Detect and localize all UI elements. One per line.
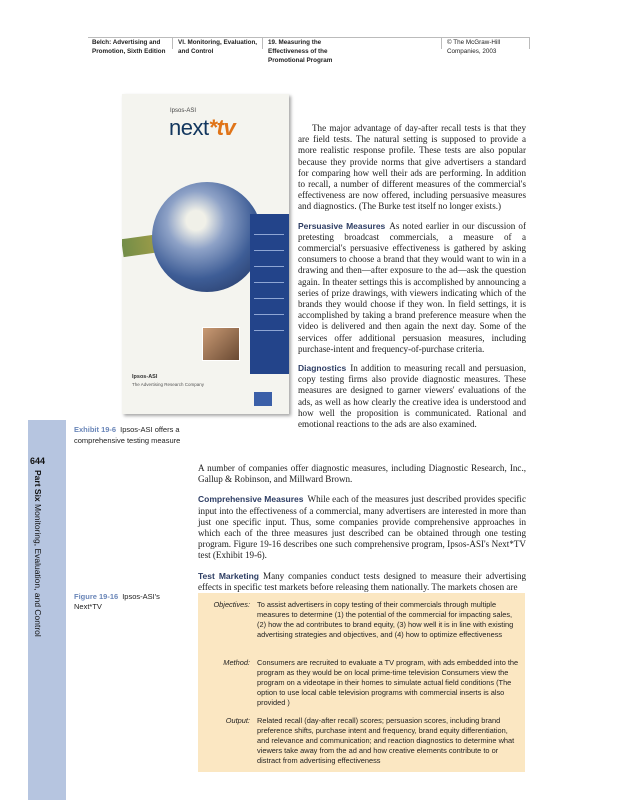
persuasive-text: As noted earlier in our discussion of pretesting broadcast commercials, a measure of a commercial's persuasive effectiveness is gathered by asking consumers to choose a brand that they would want to win in a drawing and then—after exposure to the ad—ask the question again. In theater settings this is accomplished by announcing a series of prize drawings, with viewers indicating which of the brands they would choose if they won. In field settings, it is accomplished by taking a brand preference measure when the video is delivered and then again the next day. Some of the services offer additional persuasion measures, including purchase-intent and frequency-of-purchase criteria.	[298, 220, 526, 354]
header-divider	[262, 37, 263, 49]
header-book-title: Belch: Advertising and Promotion, Sixth Edition	[92, 39, 166, 55]
diagnostics-heading: Diagnostics	[298, 363, 347, 374]
diagnostics-text: In addition to measuring recall and persuasion, copy testing firms also provide diagnostic measures. These measures are designed to garner viewers' evaluations of the ads, as well as how clearly the creative idea is understood and how well the proposition is communicated. Rational and emotional reactions to the ads are also examined.	[298, 363, 526, 430]
header-chapter: 19. Measuring the Effectiveness of the Promotional Program	[268, 39, 333, 64]
panel-line	[254, 314, 284, 315]
comprehensive-paragraph	[198, 494, 526, 561]
logo-tv: tv	[216, 115, 236, 140]
exhibit-footer-sub: The Advertising Research Company	[132, 382, 205, 387]
comprehensive-heading: Comprehensive Measures	[198, 494, 304, 505]
header-part: VI. Monitoring, Evaluation, and Control	[178, 39, 258, 55]
logo-next: next	[169, 115, 209, 140]
body-column-right	[298, 123, 526, 430]
persuasive-heading: Persuasive Measures	[298, 220, 386, 231]
header-divider	[529, 37, 530, 49]
panel-line	[254, 266, 284, 267]
diagnostics-continued: A number of companies offer diagnostic measures, including Diagnostic Research, Inc., Gallup & Robinson, and Millward Brown.	[198, 463, 526, 485]
test-marketing-text: Many companies conduct tests designed to measure their advertising effects in specific test markets before releasing them nationally. The markets chosen are	[198, 570, 526, 592]
panel-line	[254, 282, 284, 283]
diagnostics-paragraph	[298, 363, 526, 430]
comprehensive-text: While each of the measures just described provides specific input into the effectiveness of a commercial, many advertisers are interested in more than just one specific input. Thus, some companies provide comprehensive approaches in which each of the three measures just described can be obtained through one testing program. Figure 19-16 describes one such comprehensive program, Ipsos-ASI's Next*TV test (Exhibit 19-6).	[198, 494, 526, 561]
exhibit-caption-text: Ipsos-ASI offers a comprehensive testing measure	[74, 425, 181, 445]
exhibit-label: Exhibit 19-6	[74, 425, 117, 434]
persuasive-paragraph	[298, 221, 526, 355]
exhibit-side-panel	[250, 214, 289, 374]
page-number: 644	[30, 456, 46, 466]
exhibit-caption	[74, 425, 184, 446]
exhibit-logo-mark	[254, 392, 272, 406]
figure-row-text: To assist advertisers in copy testing of their commercials through multiple measures to determine (1) the potential of the commercial for impacting sales, (2) how the ad contributes to brand equity, (3) how well it is in line with existing advertising strategies and objectives, and (4) how to optimize effectiveness	[257, 600, 514, 639]
panel-line	[254, 298, 284, 299]
exhibit-photo	[202, 327, 240, 361]
header-divider	[172, 37, 173, 49]
figure-box	[198, 593, 525, 772]
header-divider	[441, 37, 442, 49]
figure-row-label: Method:	[223, 658, 250, 667]
part-number: Part Six	[33, 470, 43, 502]
test-marketing-heading: Test Marketing	[198, 570, 259, 581]
exhibit-globe-graphic	[152, 182, 262, 292]
panel-line	[254, 250, 284, 251]
figure-caption	[74, 592, 189, 612]
panel-line	[254, 234, 284, 235]
header-copyright: © The McGraw-Hill Companies, 2003	[447, 39, 501, 55]
figure-row-text: Related recall (day-after recall) scores; persuasion scores, including brand preference shifts, purchase intent and frequency, brand equity differentiation, and relevance and communication; and reaction diagnostics to determine what viewers take away from the ad and how creative elements contribute to or distract from advertising effectiveness	[257, 716, 515, 765]
figure-row-label: Output:	[225, 716, 250, 725]
intro-paragraph: The major advantage of day-after recall tests is that they are field tests. The natural setting is supposed to provide a more realistic response profile. These tests are also popular because they provide norms that give advertisers a standard for comparing how well their ads are performing. In addition to recall, a number of different measures of the commercial's effectiveness are now offered, including persuasive measures and diagnostics. (The Burke test itself no longer exists.)	[298, 123, 526, 212]
exhibit-footer-brand: Ipsos-ASI	[132, 374, 158, 380]
exhibit-logo-title	[169, 115, 235, 141]
body-column-wide	[198, 463, 526, 593]
figure-caption-text: Ipsos-ASI's Next*TV	[74, 592, 160, 611]
part-title: Monitoring, Evaluation, and Control	[33, 504, 43, 637]
figure-row-label: Objectives:	[213, 600, 250, 609]
test-marketing-paragraph	[198, 571, 526, 593]
exhibit-footer	[132, 374, 204, 388]
figure-row-text: Consumers are recruited to evaluate a TV program, with ads embedded into the program as they would be on local prime-time television Consumers view the program on a videotape in their homes to simulate actual field conditions (The option to use local cable television programs with commercial inserts is also provided )	[257, 658, 519, 707]
figure-label: Figure 19-16	[74, 592, 119, 601]
logo-star: *	[208, 115, 217, 140]
exhibit-brand-small: Ipsos-ASI	[170, 108, 197, 114]
exhibit-image	[122, 94, 289, 414]
panel-line	[254, 330, 284, 331]
part-label	[32, 470, 44, 650]
